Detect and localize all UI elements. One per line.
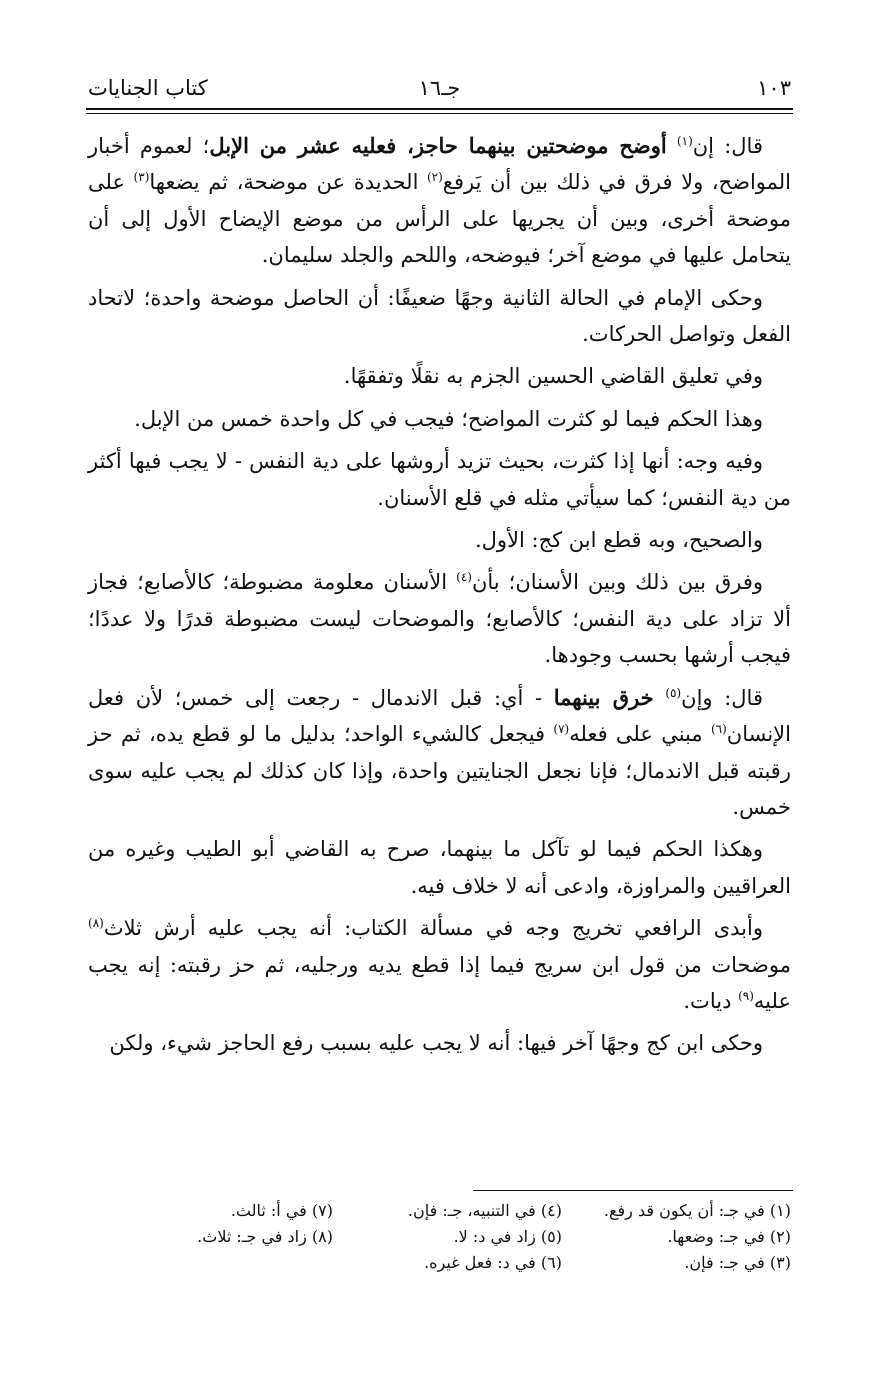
header-rule-thin — [86, 113, 793, 114]
text-run: وهكذا الحكم فيما لو تآكل ما بينهما، صرح به القاضي أبو الطيب وغيره من العراقيين والمراوزة، وادعى أنه لا خلاف فيه. — [88, 837, 791, 898]
footnote-ref: (٩) — [738, 988, 754, 1003]
text-run: على موضحة أخرى، وبين أن يجريها على الرأس من موضع الإيضاح الأول إلى أن يتحامل عليها في موضع آخر؛ فيوضحه، واللحم والجلد سليمان. — [88, 170, 791, 268]
text-run: قال: إن — [692, 134, 763, 158]
footnote-divider — [473, 1190, 793, 1191]
footnote-ref: (١) — [676, 134, 693, 148]
text-run: وفرق بين ذلك وبين الأسنان؛ بأن — [471, 570, 764, 595]
footnote-ref: (٤) — [456, 570, 472, 585]
paragraph — [88, 522, 791, 558]
footnote-ref: (٨) — [88, 916, 104, 931]
text-run: ديات. — [683, 988, 739, 1013]
text-run: قال: وإن — [681, 685, 763, 710]
paragraph — [88, 680, 791, 826]
text-run: مبني على فعله — [569, 722, 711, 747]
text-run: الحديدة عن موضحة، ثم يضعها — [149, 170, 427, 195]
paragraph — [88, 443, 791, 516]
bold-text: خرق بينهما — [553, 684, 654, 710]
bold-text: أوضح موضحتين بينهما حاجز، فعليه عشر من الإبل — [209, 133, 667, 158]
volume-label: جـ١٦ — [418, 76, 461, 100]
paragraph — [88, 280, 791, 353]
paragraph — [88, 910, 791, 1019]
text-run: وحكى ابن كج وجهًا آخر فيها: أنه لا يجب عليه بسبب رفع الحاجز شيء، ولكن — [109, 1031, 763, 1056]
paragraph — [88, 564, 791, 673]
text-run: - أي: قبل الاندمال - رجعت إلى خمس؛ لأن فعل الإنسان — [88, 685, 791, 747]
footnote: (٢) في جـ: وضعها. — [667, 1227, 791, 1246]
text-run: موضحات من قول ابن سريج فيما إذا قطع يديه ورجليه، ثم حز رقبته: إنه يجب عليه — [88, 952, 791, 1013]
paragraph — [88, 831, 791, 904]
footnote-column-1 — [578, 1198, 791, 1276]
footnote-ref: (٦) — [710, 722, 727, 737]
footnote-ref: (٣) — [133, 170, 150, 185]
footnote-ref: (٧) — [553, 722, 570, 737]
footnote-ref: (٢) — [426, 170, 443, 185]
text-run: وهذا الحكم فيما لو كثرت المواضح؛ فيجب في كل واحدة خمس من الإبل. — [134, 406, 763, 431]
running-header — [88, 68, 791, 108]
paragraph — [88, 401, 791, 437]
text-run: فيجعل كالشيء الواحد؛ بدليل ما لو قطع يده، ثم حز رقبته قبل الاندمال؛ فإنا نجعل الجنايتين واحدة، وإذا كان كذلك لم يجب عليه سوى خمس. — [88, 722, 791, 819]
footnote: (١) في جـ: أن يكون قد رفع. — [603, 1201, 791, 1220]
header-rule-thick — [86, 108, 793, 110]
main-text — [88, 128, 791, 1068]
text-run — [654, 686, 666, 710]
footnote-ref: (٥) — [665, 685, 682, 700]
paragraph — [88, 358, 791, 394]
footnotes — [120, 1198, 791, 1276]
paragraph — [88, 128, 791, 274]
text-run: وأبدى الرافعي تخريج وجه في مسألة الكتاب: أنه يجب عليه أرش ثلاث — [103, 916, 763, 941]
text-run: الأسنان معلومة مضبوطة؛ كالأصابع؛ فجاز ألا تزاد على دية النفس؛ كالأصابع؛ والموضحات ليست مضبوطة قدرًا ولا عددًا؛ فيجب أرشها بحسب وجودها. — [88, 570, 791, 668]
text-run — [667, 134, 677, 158]
page-number: ١٠٣ — [757, 76, 791, 100]
paragraph — [88, 1025, 791, 1061]
book-title: كتاب الجنايات — [88, 76, 208, 100]
footnote-column-2 — [349, 1198, 562, 1276]
footnote: (٧) في أ: ثالث. — [230, 1201, 333, 1220]
footnote: (٣) في جـ: فإن. — [684, 1253, 791, 1272]
footnote: (٨) زاد في جـ: ثلاث. — [197, 1227, 333, 1246]
text-run: ؛ لعموم أخبار المواضح، ولا فرق في ذلك بين أن يَرفع — [88, 134, 792, 195]
text-run: وحكى الإمام في الحالة الثانية وجهًا ضعيفًا: أن الحاصل موضحة واحدة؛ لاتحاد الفعل وتواصل الحركات. — [88, 285, 791, 347]
footnote-column-3 — [120, 1198, 333, 1276]
text-run: وفيه وجه: أنها إذا كثرت، بحيث تزيد أروشها على دية النفس - لا يجب فيها أكثر من دية النفس؛ كما سيأتي مثله في قلع الأسنان. — [88, 449, 791, 510]
footnote: (٤) في التنبيه، جـ: فإن. — [407, 1201, 562, 1220]
text-run: والصحيح، وبه قطع ابن كج: الأول. — [474, 528, 763, 553]
text-run: وفي تعليق القاضي الحسين الجزم به نقلًا وتفقهًا. — [343, 364, 763, 389]
footnote: (٦) في د: فعل غيره. — [424, 1253, 562, 1272]
footnote: (٥) زاد في د: لا. — [453, 1227, 562, 1246]
